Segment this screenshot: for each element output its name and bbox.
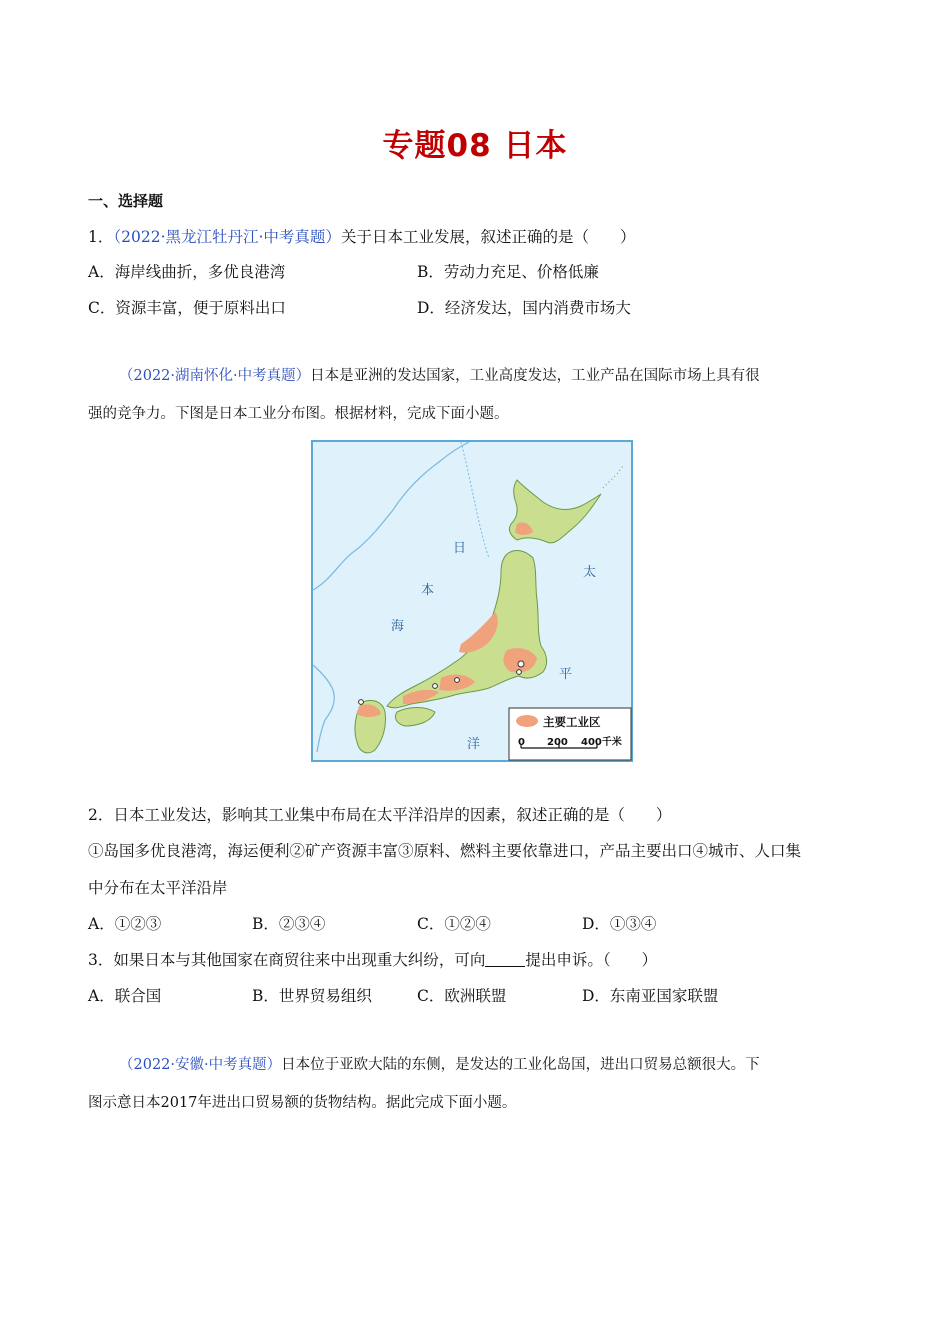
q2-items-line-1: ①岛国多优良港湾，海运便利②矿产资源丰富③原料、燃料主要依靠进口，产品主要出口④城市、人口集 — [88, 842, 802, 860]
material-source: （2022·安徽·中考真题） — [119, 1057, 282, 1073]
sea-label-ben: 本 — [421, 583, 435, 598]
material-text-continued: 图示意日本2017年进出口贸易额的货物结构。据此完成下面小题。 — [88, 1095, 517, 1111]
japan-industry-map — [311, 440, 633, 762]
q2-items-line-2: 中分布在太平洋沿岸 — [88, 879, 228, 897]
q1-option-c: C．资源丰富，便于原料出口 — [88, 299, 286, 317]
question-text-before-blank: 如果日本与其他国家在商贸往来中出现重大纠纷，可向 — [113, 951, 486, 969]
page-title: 专题08 日本 — [382, 128, 568, 164]
legend-label: 主要工业区 — [543, 715, 601, 729]
q3-option-a: A．联合国 — [88, 987, 162, 1005]
material-text-continued: 强的竞争力。下图是日本工业分布图。根据材料，完成下面小题。 — [88, 406, 509, 422]
question-text: 关于日本工业发展，叙述正确的是（ ） — [340, 228, 636, 246]
q3-option-c: C．欧洲联盟 — [417, 987, 507, 1005]
ocean-label-tai: 太 — [583, 565, 597, 580]
question-number: 1． — [88, 228, 114, 246]
question-number: 3． — [88, 951, 114, 969]
q3-option-d: D．东南亚国家联盟 — [582, 987, 719, 1005]
material-source: （2022·湖南怀化·中考真题） — [119, 368, 311, 384]
legend-industry-swatch — [516, 715, 538, 727]
q3-option-b: B．世界贸易组织 — [252, 987, 372, 1005]
q2-option-a: A．①②③ — [88, 915, 162, 933]
question-text: 日本工业发达，影响其工业集中布局在太平洋沿岸的因素，叙述正确的是（ ） — [113, 806, 672, 824]
material-text: 日本是亚洲的发达国家，工业高度发达，工业产品在国际市场上具有很 — [310, 368, 760, 384]
q1-option-a: A．海岸线曲折，多优良港湾 — [88, 263, 286, 281]
question-text-after-blank: 提出申诉。（ ） — [525, 951, 658, 969]
sea-label-hai: 海 — [391, 619, 405, 634]
question-1-stem — [88, 225, 635, 247]
city-dot-osaka — [433, 684, 438, 689]
ocean-label-ping: 平 — [559, 667, 573, 682]
question-2-stem — [88, 803, 671, 825]
question-3-stem — [88, 948, 657, 970]
scale-label-0: 0 — [518, 737, 525, 748]
city-dot-nagoya — [455, 678, 460, 683]
q2-option-b: B．②③④ — [252, 915, 326, 933]
city-dot-yokohama — [517, 670, 522, 675]
section-heading: 一、选择题 — [88, 192, 164, 210]
q2-option-c: C．①②④ — [417, 915, 491, 933]
city-dot-kitakyushu — [359, 700, 364, 705]
ocean-label-yang: 洋 — [467, 737, 481, 752]
question-number: 2． — [88, 806, 114, 824]
scale-label-400: 400千米 — [581, 737, 622, 748]
question-source: （2022·黑龙江牡丹江·中考真题） — [113, 228, 341, 246]
q2-option-d: D．①③④ — [582, 915, 657, 933]
q1-option-b: B．劳动力充足、价格低廉 — [417, 263, 599, 281]
answer-blank — [485, 952, 525, 967]
q1-option-d: D．经济发达，国内消费市场大 — [417, 299, 631, 317]
material-2-paragraph — [88, 1046, 862, 1122]
sea-label-ri: 日 — [453, 541, 467, 556]
material-text: 日本位于亚欧大陆的东侧，是发达的工业化岛国，进出口贸易总额很大。下 — [281, 1057, 760, 1073]
city-dot-tokyo — [518, 661, 524, 667]
material-1-paragraph — [88, 357, 862, 433]
scale-label-200: 200 — [547, 737, 568, 748]
